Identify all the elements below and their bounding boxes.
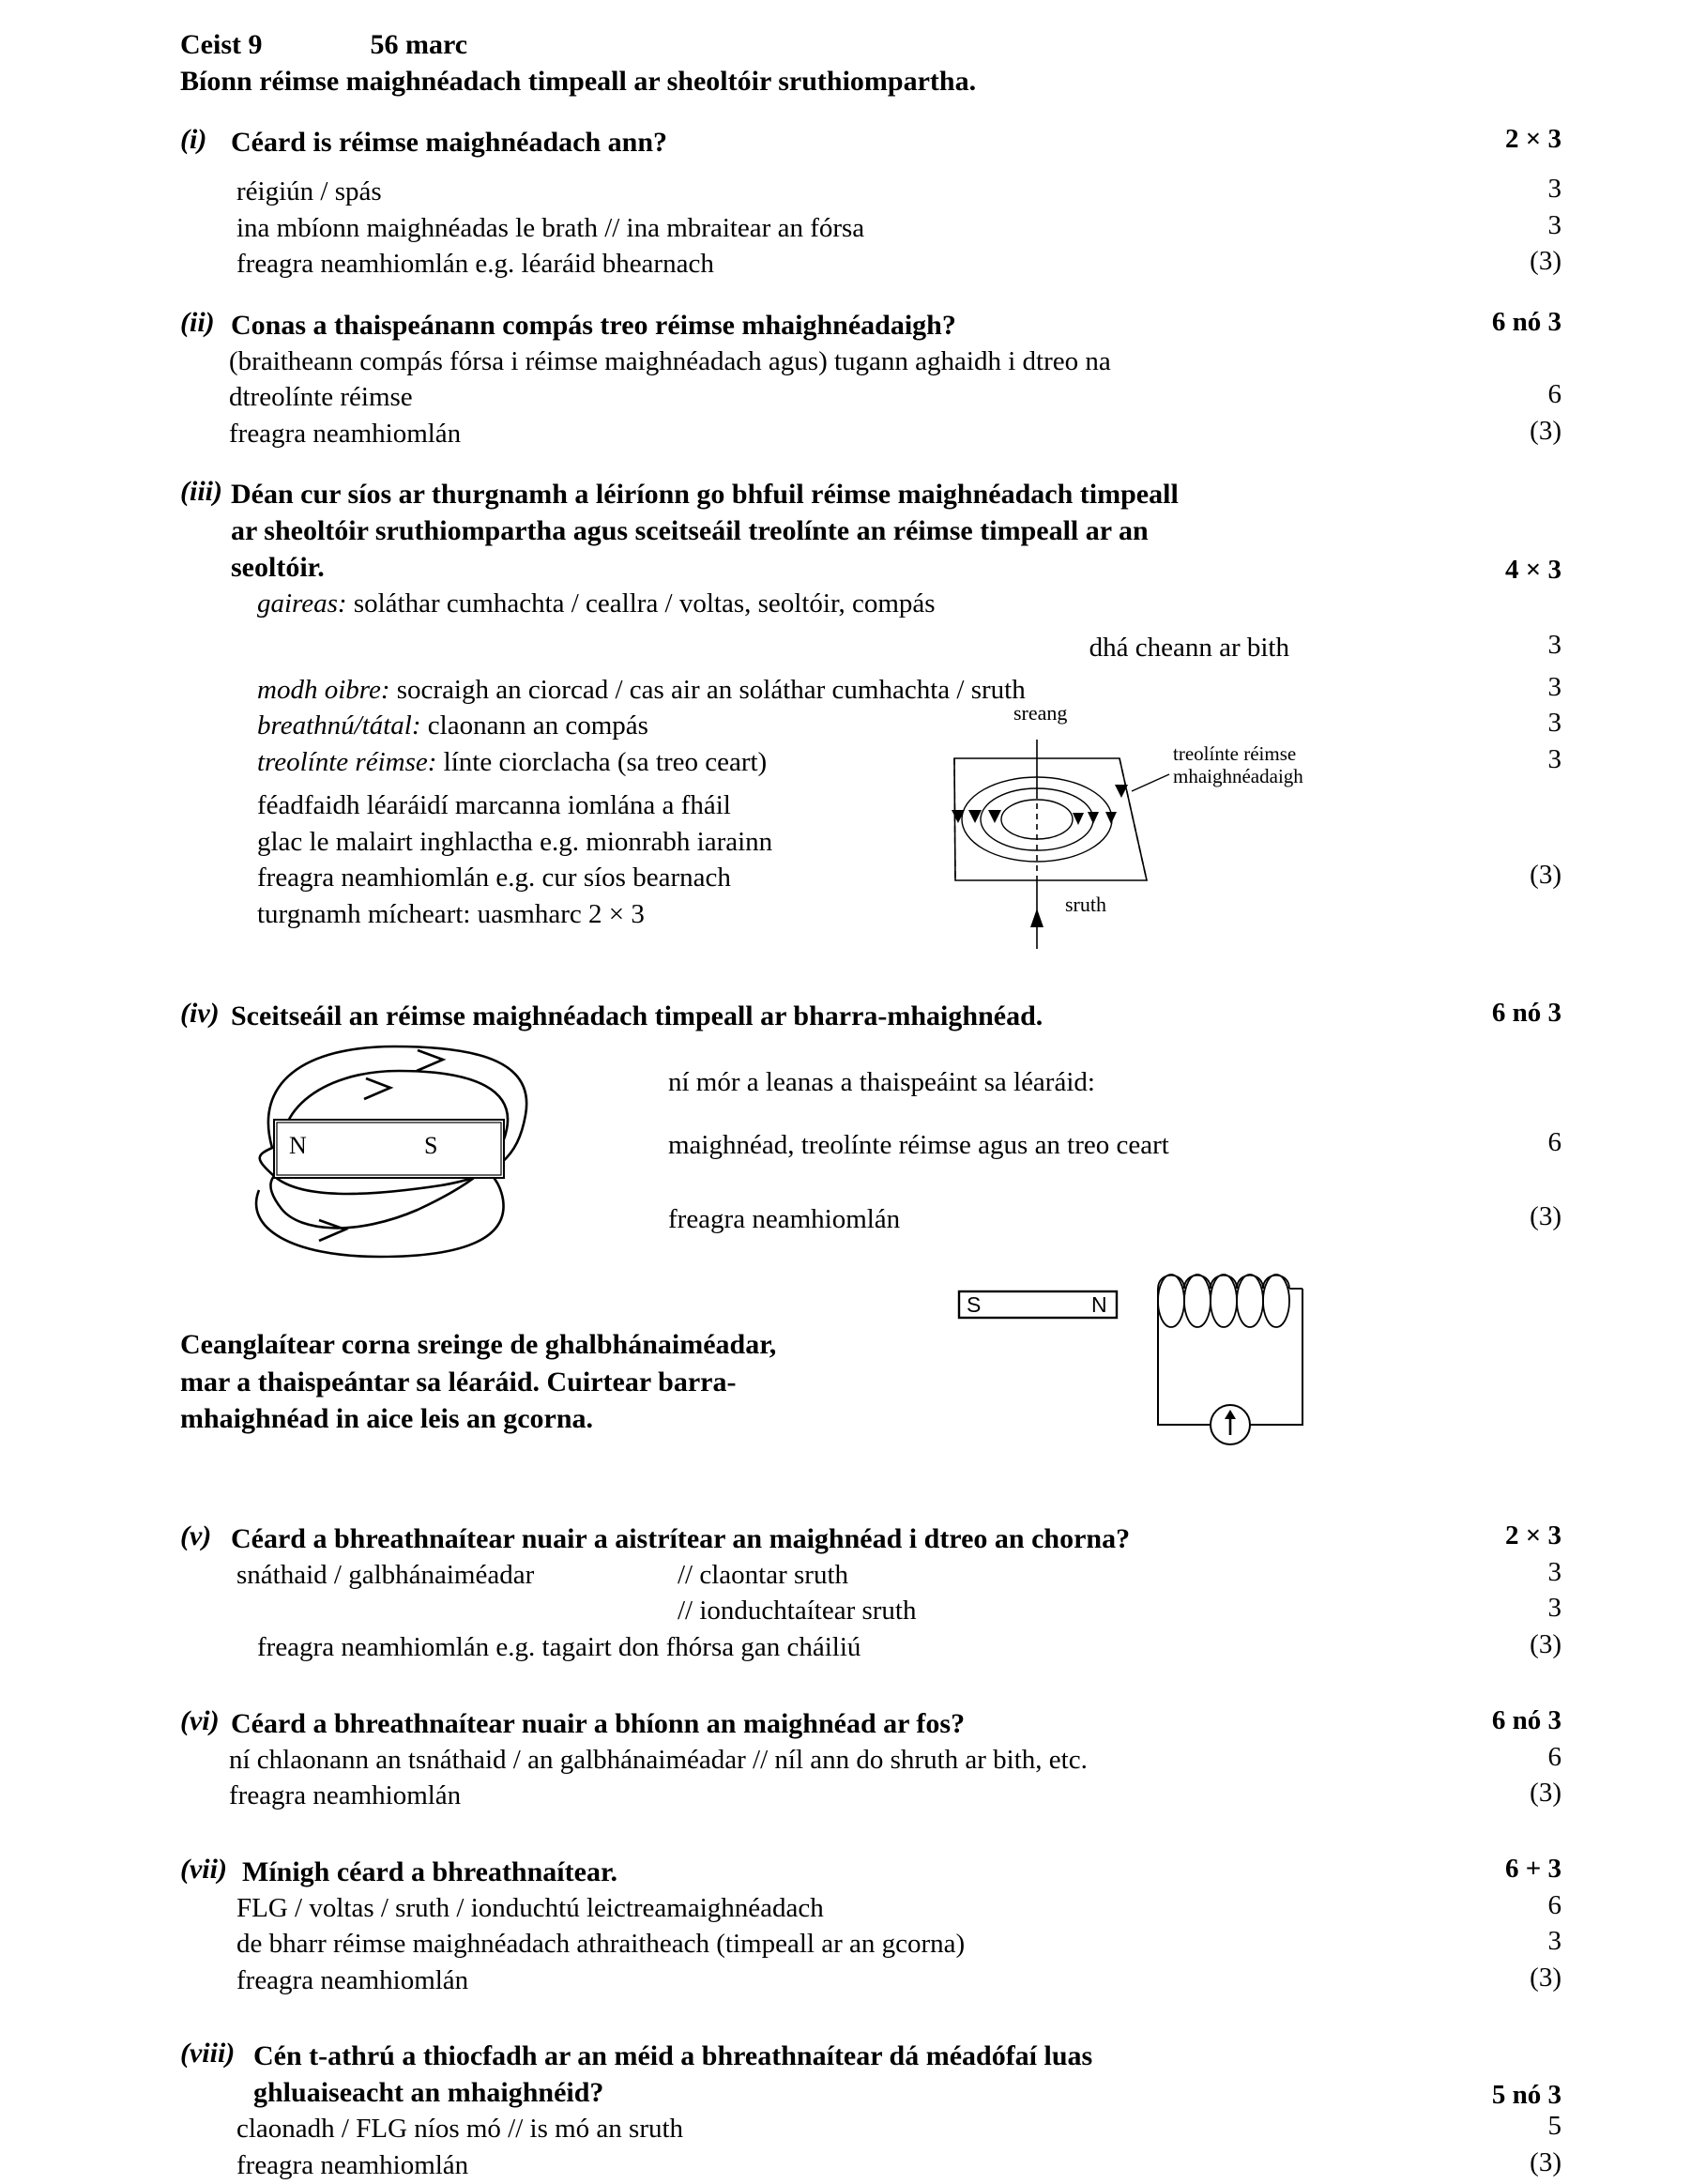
part-viii-answer-row-1	[180, 2111, 1569, 2147]
coil-and-magnet-diagram	[957, 1265, 1333, 1453]
part-iii-answer-modh	[180, 672, 1569, 709]
part-i-stem-row	[180, 124, 1569, 160]
answer-marks: 6	[1547, 1741, 1561, 1772]
answer-text	[236, 1593, 678, 1629]
answer-marks: 3	[1547, 671, 1561, 702]
part-iii-roman: (iii)	[180, 476, 222, 508]
field-arrow-left-2	[968, 810, 982, 823]
field-arrow-left-1	[952, 810, 965, 823]
coil-intro-line3: mhaighnéad in aice leis an gcorna.	[180, 1403, 594, 1435]
answer-text: soláthar cumhachta / ceallra / voltas, seoltóir, compás	[353, 588, 936, 619]
answer-label: treolínte réimse:	[257, 746, 437, 777]
coil-intro-line1: Ceanglaítear corna sreinge de ghalbhánaiméadar,	[180, 1329, 777, 1361]
answer-marks: (3)	[1530, 2146, 1561, 2177]
part-ii-stem-marks: 6 nó 3	[1491, 306, 1561, 337]
question-number: Ceist 9	[180, 29, 263, 60]
field-lines-label-line2: mhaighnéadaigh	[1173, 765, 1303, 787]
coil-and-magnet-svg	[957, 1265, 1333, 1453]
part-iii-answer-note-1	[180, 787, 1569, 824]
answer-text: freagra neamhiomlán	[236, 2149, 469, 2180]
answer-marks: 3	[1547, 1926, 1561, 1957]
part-iii-stem-row	[180, 476, 1569, 586]
answer-marks: 3	[1547, 1593, 1561, 1624]
part-v-answer-row-2	[180, 1593, 1569, 1629]
answer-marks: 6	[1547, 1127, 1561, 1157]
part-vii-stem-marks: 6 + 3	[1504, 1853, 1561, 1884]
coil-intro-row	[180, 1326, 1569, 1438]
answer-marks: 5	[1547, 2111, 1561, 2142]
answer-text: socraigh an ciorcad / cas air an soláthar cumhachta / sruth	[396, 674, 1026, 705]
part-i-roman: (i)	[180, 124, 207, 155]
part-vi-roman: (vi)	[180, 1704, 220, 1736]
bar-magnet-field-diagram	[216, 1026, 657, 1260]
field-lines-label-line1: treolínte réimse	[1173, 742, 1297, 765]
part-ii-answer-row-1	[180, 344, 1569, 380]
part-vi-answer-row-1	[180, 1742, 1569, 1779]
part-vi-answer-row-2	[180, 1778, 1569, 1814]
part-iv-answer-row-2	[668, 1127, 1569, 1164]
answer-scheme-page	[0, 26, 1706, 2180]
magnet-north-label: N	[289, 1132, 307, 1159]
part-iii-answer-treolinte	[180, 744, 1569, 781]
answer-text-alt: // ionduchtaítear sruth	[678, 1596, 917, 1627]
part-viii-roman: (viii)	[180, 2038, 236, 2069]
part-v-answer-row-1	[180, 1557, 1569, 1594]
answer-text: de bharr réimse maighnéadach athraitheach (timpeall ar an gcorna)	[236, 1929, 966, 1960]
question-total-marks: 56 marc	[370, 29, 468, 60]
part-i-stem-marks: 2 × 3	[1504, 124, 1561, 154]
part-iv-answer-row-1	[668, 1064, 1569, 1101]
answer-text: maighnéad, treolínte réimse agus an treo ceart	[668, 1130, 1169, 1160]
answer-marks: 3	[1547, 743, 1561, 774]
part-iii-stem-marks: 4 × 3	[1504, 555, 1561, 586]
coil-magnet-north-label: N	[1091, 1292, 1107, 1317]
part-i-answer-row-1	[180, 174, 1569, 210]
part-viii-stem-line2: ghluaiseacht an mhaighnéid?	[253, 2077, 604, 2109]
answer-text: ní chlaonann an tsnáthaid / an galbhánaiméadar // níl ann do shruth ar bith, etc.	[229, 1744, 1088, 1775]
answer-text: FLG / voltas / sruth / ionduchtú leictreamaighnéadach	[236, 1892, 824, 1923]
answer-marks: 3	[1547, 629, 1561, 660]
field-arrow-edge	[1115, 785, 1128, 798]
part-v-stem-row	[180, 1520, 1569, 1557]
part-ii-answer-row-2	[180, 379, 1569, 416]
part-viii-stem-line1: Cén t-athrú a thiocfadh ar an méid a bhreathnaítear dá méadófaí luas	[253, 2040, 1093, 2072]
answer-marks: (3)	[1530, 1629, 1561, 1660]
answer-text: claonadh / FLG níos mó // is mó an sruth	[236, 2114, 684, 2145]
answer-marks: (3)	[1530, 1200, 1561, 1231]
answer-text: freagra neamhiomlán e.g. léaráid bhearnach	[236, 249, 714, 280]
part-vi-stem: Céard a bhreathnaítear nuair a bhíonn an maighnéad ar fos?	[231, 1707, 966, 1739]
part-i-stem: Céard is réimse maighnéadach ann?	[231, 127, 667, 158]
answer-marks: (3)	[1530, 1778, 1561, 1809]
answer-text: freagra neamhiomlán	[229, 418, 462, 449]
part-viii-answer-row-2	[180, 2147, 1569, 2184]
part-iii-answer-gaireas	[180, 586, 1569, 622]
coil-magnet-south-label: S	[967, 1292, 982, 1317]
part-i-answer-row-3	[180, 246, 1569, 283]
answer-text: réigiún / spás	[236, 176, 382, 206]
part-viii-stem-row	[180, 2038, 1569, 2111]
part-vi-stem-row	[180, 1705, 1569, 1742]
answer-text: dtreolínte réimse	[229, 382, 413, 413]
question-header-row	[180, 26, 1569, 99]
answer-text: turgnamh mícheart: uasmharc 2 × 3	[257, 898, 645, 929]
part-ii-roman: (ii)	[180, 306, 215, 338]
wire-label: sreang	[1013, 701, 1068, 725]
answer-label: gaireas:	[257, 588, 347, 619]
part-iii-answer-breathnu	[180, 708, 1569, 744]
part-vii-stem-row	[180, 1854, 1569, 1890]
part-ii-answer-row-3	[180, 416, 1569, 452]
answer-label: modh oibre:	[257, 674, 390, 705]
part-v-answer-row-3	[180, 1629, 1569, 1666]
part-vi-stem-marks: 6 nó 3	[1491, 1704, 1561, 1735]
part-v-stem-marks: 2 × 3	[1504, 1520, 1561, 1550]
part-vii-answer-row-3	[180, 1963, 1569, 1999]
answer-label: breathnú/tátal:	[257, 710, 421, 741]
answer-text: freagra neamhiomlán	[668, 1203, 901, 1234]
answer-text: féadfaidh léaráidí marcanna iomlána a fháil	[257, 790, 731, 821]
answer-text: dhá cheann ar bith	[1089, 632, 1289, 663]
part-vii-answer-row-1	[180, 1890, 1569, 1927]
part-iv-stem-marks: 6 nó 3	[1491, 998, 1561, 1029]
answer-marks: 6	[1547, 379, 1561, 410]
answer-text: freagra neamhiomlán e.g. cur síos bearnach	[257, 863, 731, 893]
field-arrow-right-3	[1105, 812, 1117, 824]
part-iii-answer-note-2	[180, 824, 1569, 861]
answer-text: freagra neamhiomlán	[236, 1964, 469, 1995]
question-intro: Bíonn réimse maighnéadach timpeall ar sheoltóir sruthiompartha.	[180, 66, 977, 97]
part-vii-roman: (vii)	[180, 1853, 227, 1885]
part-iii-answer-note-3	[180, 860, 1569, 896]
part-iii-answer-any-two	[180, 630, 1569, 666]
part-i-answer-row-2	[180, 210, 1569, 247]
current-arrow	[1030, 909, 1043, 927]
magnet-south-label: S	[424, 1132, 438, 1159]
answer-text: ina mbíonn maighnéadas le brath // ina mbraitear an fórsa	[236, 212, 865, 243]
answer-marks: 3	[1547, 708, 1561, 739]
answer-marks: (3)	[1530, 860, 1561, 891]
answer-marks: 6	[1547, 1889, 1561, 1920]
answer-text-alt: // claontar sruth	[678, 1559, 849, 1590]
part-viii-stem-marks: 5 nó 3	[1491, 2080, 1561, 2111]
part-iii-answer-note-4	[180, 896, 1569, 933]
current-label: sruth	[1065, 893, 1106, 916]
answer-marks: (3)	[1530, 415, 1561, 446]
answer-marks: 3	[1547, 1556, 1561, 1587]
plane-outline	[954, 758, 1147, 880]
part-iii-stem-line1: Déan cur síos ar thurgnamh a léiríonn go bhfuil réimse maighnéadach timpeall	[231, 479, 1179, 511]
part-vii-answer-row-2	[180, 1926, 1569, 1963]
coil-intro-line2: mar a thaispeántar sa léaráid. Cuirtear barra-	[180, 1366, 737, 1397]
answer-text: línte ciorclacha (sa treo ceart)	[443, 746, 768, 777]
answer-marks: (3)	[1530, 246, 1561, 277]
conductor-field-diagram	[891, 701, 1333, 951]
magnet-body-inner	[277, 1123, 501, 1175]
part-vii-stem: Mínigh céard a bhreathnaítear.	[242, 1856, 618, 1887]
field-label-leader	[1132, 774, 1169, 791]
field-arrow-right-2	[1088, 812, 1099, 824]
part-ii-stem-row	[180, 307, 1569, 344]
part-v-stem: Céard a bhreathnaítear nuair a aistrítear an maighnéad i dtreo an chorna?	[231, 1522, 1131, 1554]
coil-turns	[1158, 1275, 1302, 1327]
answer-text: (braitheann compás fórsa i réimse maighnéadach agus) tugann aghaidh i dtreo na	[229, 345, 1111, 376]
answer-text: claonann an compás	[427, 710, 648, 741]
answer-marks: (3)	[1530, 1962, 1561, 1993]
part-iv-roman: (iv)	[180, 998, 220, 1030]
field-arrow-left-3	[988, 810, 1001, 823]
answer-text: ní mór a leanas a thaispeáint sa léaráid:	[668, 1067, 1095, 1098]
part-iii-stem-line2: ar sheoltóir sruthiompartha agus sceitseáil treolínte an réimse timpeall ar an	[231, 515, 1149, 547]
part-iv-stem: Sceitseáil an réimse maighnéadach timpeall ar bharra-mhaighnéad.	[231, 1000, 1043, 1032]
question-heading	[180, 26, 1421, 63]
field-arrow-right-1	[1073, 813, 1084, 825]
part-ii-stem: Conas a thaispeánann compás treo réimse mhaighnéadaigh?	[231, 309, 956, 341]
answer-text: snáthaid / galbhánaiméadar	[236, 1559, 535, 1590]
answer-text: glac le malairt inghlactha e.g. mionrabh iarainn	[257, 826, 773, 857]
part-iv-answer-row-3	[668, 1201, 1569, 1238]
answer-text: freagra neamhiomlán e.g. tagairt don fhórsa gan cháiliú	[257, 1632, 861, 1663]
answer-text: freagra neamhiomlán	[229, 1780, 462, 1811]
answer-marks: 3	[1547, 209, 1561, 240]
answer-marks: 3	[1547, 174, 1561, 204]
part-v-roman: (v)	[180, 1520, 212, 1551]
part-iii-stem-line3: seoltóir.	[231, 552, 325, 584]
